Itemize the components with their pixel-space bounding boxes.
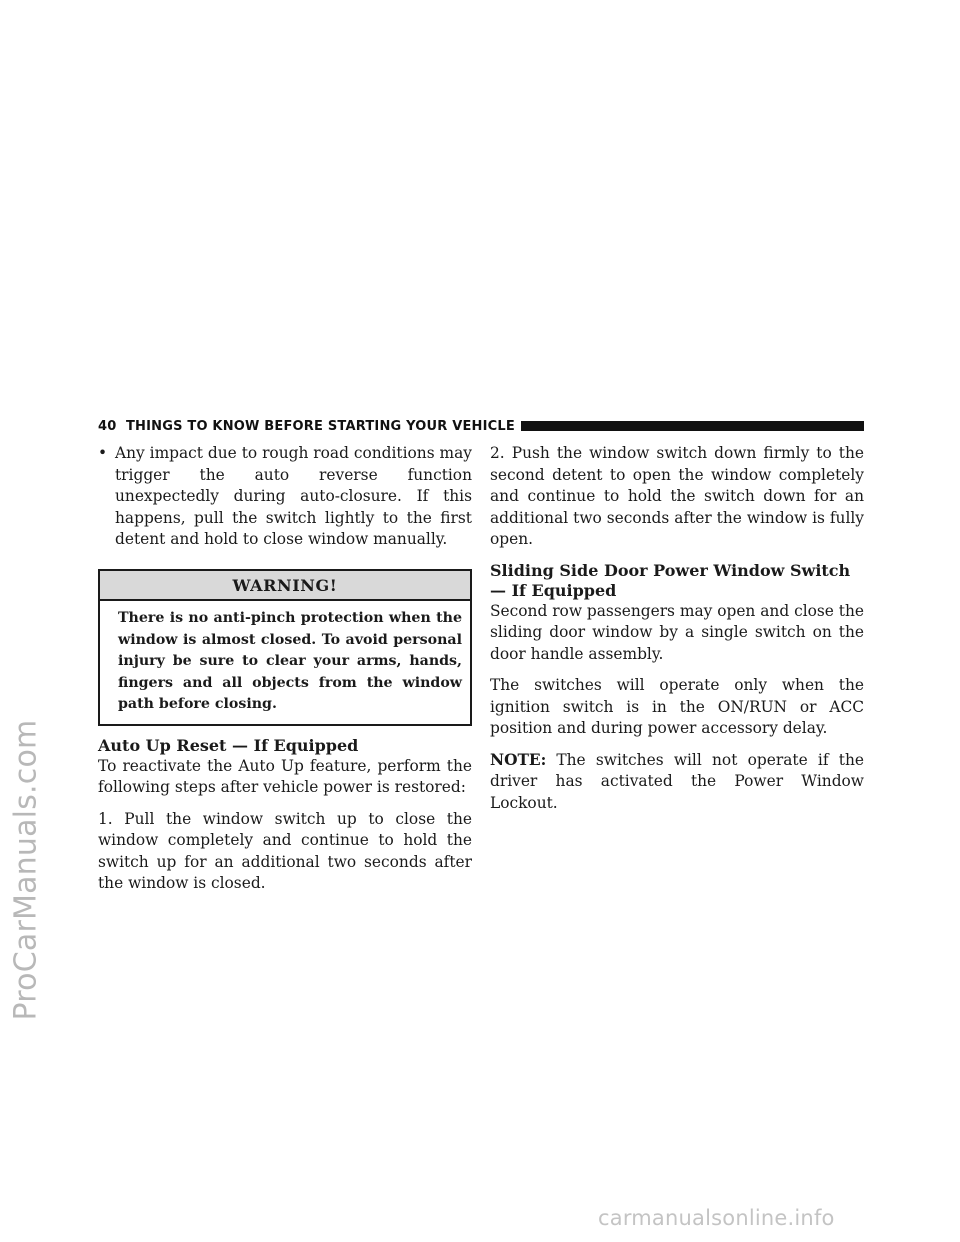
note-text: The switches will not operate if the driver has activated the Power Window Lockout. xyxy=(490,750,864,812)
page-header xyxy=(98,417,864,435)
paragraph-auto-up-intro: To reactivate the Auto Up feature, perform the following steps after vehicle power is restored: xyxy=(98,756,472,796)
warning-text: There is no anti-pinch protection when the window is almost closed. To avoid personal injury be sure to clear your arms, hands, fingers and all objects from the window path before closing. xyxy=(118,610,462,712)
page-number: 40 xyxy=(98,418,117,434)
paragraph-step-1: 1. Pull the window switch up to close the window completely and continue to hold the switch up for an additional two seconds after the window is closed. xyxy=(98,809,472,892)
footer-watermark: carmanualsonline.info xyxy=(598,1206,835,1230)
side-watermark-text: ProCarManuals.com xyxy=(8,719,44,1021)
paragraph-step-2: 2. Push the window switch down firmly to the second detent to open the window completely and continue to hold the switch down for an additional two seconds after the window is fully open. xyxy=(490,444,864,548)
section-heading-sliding-door: Sliding Side Door Power Window Switch — If Equipped xyxy=(490,560,851,600)
section-heading-auto-up-reset: Auto Up Reset — If Equipped xyxy=(98,735,359,755)
left-column xyxy=(98,443,472,895)
bullet-text: Any impact due to rough road conditions may trigger the auto reverse function unexpectedly during auto-closure. If this happens, pull the switch lightly to the first detent and hold to close window manually. xyxy=(115,444,472,548)
bullet-item xyxy=(98,443,472,551)
right-column xyxy=(490,443,864,814)
side-watermark xyxy=(2,510,50,1230)
section-title: THINGS TO KNOW BEFORE STARTING YOUR VEHICLE xyxy=(125,418,515,434)
paragraph-sliding-door: Second row passengers may open and close the sliding door window by a single switch on the door handle assembly. xyxy=(490,601,864,663)
bullet-icon: • xyxy=(98,444,108,462)
warning-title: WARNING! xyxy=(100,571,470,602)
paragraph-ignition: The switches will operate only when the ignition switch is in the ON/RUN or ACC position and during power accessory delay. xyxy=(490,676,864,737)
header-rule xyxy=(521,421,864,431)
note-paragraph xyxy=(490,750,864,815)
page-header-text xyxy=(98,419,515,434)
note-label: NOTE: xyxy=(490,750,547,769)
warning-box xyxy=(98,569,472,726)
